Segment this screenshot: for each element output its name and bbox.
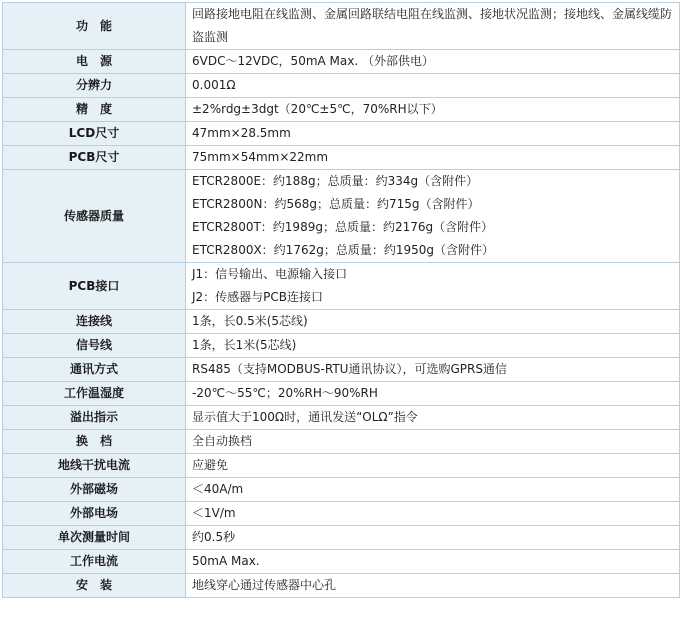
- spec-value-line: J1：信号输出、电源输入接口: [192, 267, 348, 281]
- spec-value: [186, 454, 680, 478]
- spec-row: [3, 574, 680, 598]
- spec-label: 连接线: [3, 310, 186, 334]
- spec-value-line: 50mA Max.: [192, 554, 260, 568]
- spec-label: LCD尺寸: [3, 122, 186, 146]
- spec-value: [186, 50, 680, 74]
- spec-row: [3, 74, 680, 98]
- spec-value-line: 显示值大于100Ω时，通讯发送“OLΩ”指令: [192, 410, 418, 424]
- spec-table: [2, 2, 680, 598]
- spec-value-line: ±2%rdg±3dgt（20℃±5℃，70%RH以下）: [192, 102, 443, 116]
- spec-row: [3, 122, 680, 146]
- spec-row: [3, 478, 680, 502]
- spec-label: 地线干扰电流: [3, 454, 186, 478]
- spec-row: [3, 334, 680, 358]
- spec-value: [186, 406, 680, 430]
- spec-value-line: -20℃～55℃；20%RH～90%RH: [192, 386, 378, 400]
- spec-value-line: 75mm×54mm×22mm: [192, 150, 329, 164]
- spec-label: PCB接口: [3, 263, 186, 310]
- spec-label: 精 度: [3, 98, 186, 122]
- spec-label: 工作电流: [3, 550, 186, 574]
- spec-value-line: 全自动换档: [192, 434, 253, 448]
- spec-value-line: ＜1V/m: [192, 506, 236, 520]
- spec-value-line: 0.001Ω: [192, 78, 236, 92]
- spec-row: [3, 550, 680, 574]
- spec-value-line: 6VDC～12VDC，50mA Max. （外部供电）: [192, 54, 434, 68]
- spec-row: [3, 50, 680, 74]
- spec-value: [186, 502, 680, 526]
- spec-value: [186, 98, 680, 122]
- spec-row: [3, 170, 680, 263]
- spec-value: [186, 263, 680, 310]
- spec-label: 单次测量时间: [3, 526, 186, 550]
- spec-label: 溢出指示: [3, 406, 186, 430]
- spec-value-line: 1条，长1米(5芯线): [192, 338, 297, 352]
- spec-value: [186, 334, 680, 358]
- spec-row: [3, 310, 680, 334]
- spec-value: [186, 478, 680, 502]
- spec-row: [3, 382, 680, 406]
- spec-row: [3, 454, 680, 478]
- spec-value: [186, 3, 680, 50]
- spec-value-line: ETCR2800N：约568g；总质量：约715g（含附件）: [192, 197, 480, 211]
- spec-row: [3, 358, 680, 382]
- spec-value: [186, 382, 680, 406]
- spec-row: [3, 263, 680, 310]
- spec-row: [3, 502, 680, 526]
- spec-value-line: J2：传感器与PCB连接口: [192, 290, 324, 304]
- spec-value: [186, 550, 680, 574]
- spec-label: 分辨力: [3, 74, 186, 98]
- spec-label: 外部电场: [3, 502, 186, 526]
- spec-label: 功 能: [3, 3, 186, 50]
- spec-value-line: 应避免: [192, 458, 229, 472]
- spec-label: 安 装: [3, 574, 186, 598]
- spec-value: [186, 526, 680, 550]
- spec-label: 电 源: [3, 50, 186, 74]
- spec-label: 换 档: [3, 430, 186, 454]
- spec-value-line: RS485（支持MODBUS-RTU通讯协议），可选购GPRS通信: [192, 362, 507, 376]
- spec-value: [186, 74, 680, 98]
- spec-value: [186, 358, 680, 382]
- spec-label: 工作温湿度: [3, 382, 186, 406]
- spec-label: PCB尺寸: [3, 146, 186, 170]
- spec-row: [3, 430, 680, 454]
- spec-label: 外部磁场: [3, 478, 186, 502]
- spec-row: [3, 406, 680, 430]
- spec-row: [3, 3, 680, 50]
- spec-value: [186, 146, 680, 170]
- spec-value: [186, 430, 680, 454]
- spec-row: [3, 146, 680, 170]
- spec-label: 信号线: [3, 334, 186, 358]
- spec-label: 通讯方式: [3, 358, 186, 382]
- spec-row: [3, 98, 680, 122]
- spec-label: 传感器质量: [3, 170, 186, 263]
- spec-value: [186, 170, 680, 263]
- spec-value: [186, 122, 680, 146]
- spec-value-line: 47mm×28.5mm: [192, 126, 291, 140]
- spec-value-line: 回路接地电阻在线监测、金属回路联结电阻在线监测、接地状况监测；接地线、金属线缆防盗监测: [192, 7, 673, 44]
- spec-value-line: ＜40A/m: [192, 482, 244, 496]
- spec-value: [186, 310, 680, 334]
- spec-value-line: ETCR2800T：约1989g；总质量：约2176g（含附件）: [192, 220, 494, 234]
- spec-value-line: 地线穿心通过传感器中心孔: [192, 578, 337, 592]
- spec-value-line: ETCR2800E：约188g；总质量：约334g（含附件）: [192, 174, 479, 188]
- spec-row: [3, 526, 680, 550]
- spec-value-line: 1条，长0.5米(5芯线): [192, 314, 308, 328]
- spec-table-body: [3, 3, 680, 598]
- spec-value: [186, 574, 680, 598]
- spec-value-line: 约0.5秒: [192, 530, 236, 544]
- spec-value-line: ETCR2800X：约1762g；总质量：约1950g（含附件）: [192, 243, 494, 257]
